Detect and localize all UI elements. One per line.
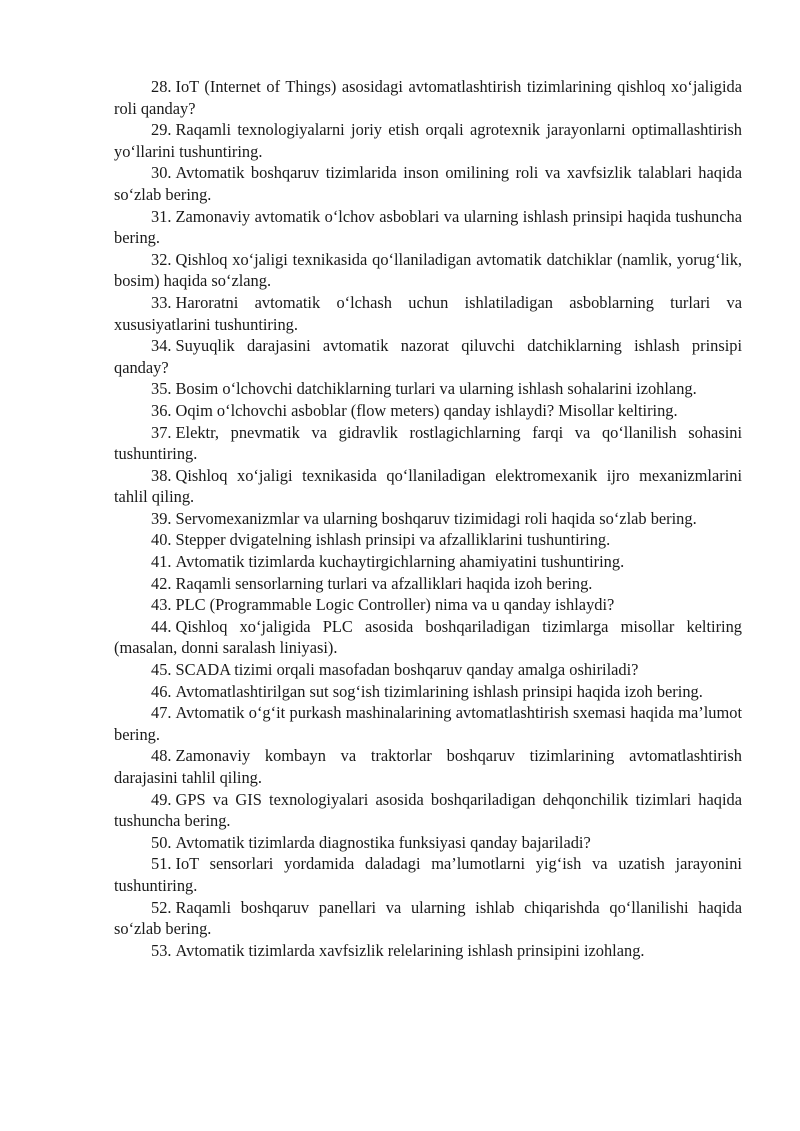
question-item [114, 616, 742, 659]
question-text: IoT (Internet of Things) asosidagi avtomatlashtirish tizimlarining qishloq xo‘jaligida roli qanday? [114, 77, 742, 118]
question-number: 46. [151, 681, 172, 701]
question-number: 45. [151, 660, 172, 680]
question-item [114, 702, 742, 745]
question-text: Servomexanizmlar va ularning boshqaruv tizimidagi roli haqida so‘zlab bering. [175, 508, 697, 528]
question-text: Avtomatik tizimlarda kuchaytirgichlarning ahamiyatini tushuntiring. [175, 552, 625, 572]
question-number: 44. [151, 616, 172, 636]
question-number: 28. [151, 77, 172, 96]
question-number: 50. [151, 832, 172, 852]
question-item [114, 292, 742, 335]
question-item [114, 789, 742, 832]
question-number: 39. [151, 508, 172, 528]
question-item [114, 529, 742, 551]
question-item [114, 681, 742, 703]
question-number: 35. [151, 379, 172, 399]
question-number: 33. [151, 292, 172, 312]
question-number: 36. [151, 400, 172, 420]
question-item [114, 422, 742, 465]
question-text: Avtomatik tizimlarda xavfsizlik relelarining ishlash prinsipini izohlang. [175, 940, 645, 960]
question-number: 48. [151, 746, 172, 766]
question-text: Bosim o‘lchovchi datchiklarning turlari va ularning ishlash sohalarini izohlang. [175, 379, 697, 399]
question-text: Qishloq xo‘jaligi texnikasida qo‘llaniladigan elektromexanik ijro mexanizmlarini tahlil qiling. [114, 465, 742, 507]
question-text: Suyuqlik darajasini avtomatik nazorat qiluvchi datchiklarning ishlash prinsipi qanday? [114, 336, 742, 377]
question-item [114, 853, 742, 896]
question-number: 43. [151, 595, 172, 615]
question-number: 31. [151, 206, 172, 226]
question-item [114, 745, 742, 788]
question-text: Qishloq xo‘jaligi texnikasida qo‘llaniladigan avtomatik datchiklar (namlik, yorug‘lik, bosim) haqida so‘zlang. [114, 249, 742, 291]
question-number: 47. [151, 703, 172, 723]
question-text: Avtomatik o‘g‘it purkash mashinalarining avtomatlashtirish sxemasi haqida ma’lumot bering. [114, 703, 742, 744]
question-number: 38. [151, 465, 172, 485]
question-text: Qishloq xo‘jaligida PLC asosida boshqariladigan tizimlarga misollar keltiring (masalan, donni saralash liniyasi). [114, 616, 742, 658]
question-text: Avtomatik tizimlarda diagnostika funksiyasi qanday bajariladi? [175, 832, 591, 852]
question-item [114, 76, 742, 119]
question-number: 53. [151, 940, 172, 960]
question-item [114, 378, 742, 400]
question-number: 42. [151, 573, 172, 593]
question-text: GPS va GIS texnologiyalari asosida boshqariladigan dehqonchilik tizimlari haqida tushuncha bering. [114, 789, 742, 831]
question-text: SCADA tizimi orqali masofadan boshqaruv qanday amalga oshiriladi? [175, 660, 639, 680]
question-item [114, 465, 742, 508]
question-item [114, 249, 742, 292]
question-number: 32. [151, 249, 172, 269]
question-item [114, 335, 742, 378]
question-text: Haroratni avtomatik o‘lchash uchun ishlatiladigan asboblarning turlari va xususiyatlarini tushuntiring. [114, 292, 742, 334]
question-text: Raqamli boshqaruv panellari va ularning ishlab chiqarishda qo‘llanilishi haqida so‘zlab bering. [114, 897, 742, 939]
question-item [114, 940, 742, 962]
question-text: PLC (Programmable Logic Controller) nima va u qanday ishlaydi? [175, 595, 615, 615]
question-item [114, 508, 742, 530]
question-text: Zamonaviy kombayn va traktorlar boshqaruv tizimlarining avtomatlashtirish darajasini tahlil qiling. [114, 746, 742, 787]
question-list [114, 76, 742, 961]
question-number: 34. [151, 336, 172, 356]
question-item [114, 832, 742, 854]
question-number: 49. [151, 789, 172, 809]
question-item [114, 897, 742, 940]
question-number: 52. [151, 897, 172, 917]
question-text: Oqim o‘lchovchi asboblar (flow meters) qanday ishlaydi? Misollar keltiring. [175, 400, 678, 420]
question-text: Avtomatik boshqaruv tizimlarida inson omilining roli va xavfsizlik talablari haqida so‘zlab bering. [114, 163, 742, 204]
question-text: Raqamli texnologiyalarni joriy etish orqali agrotexnik jarayonlarni optimallashtirish yo‘llarini tushuntiring. [114, 120, 742, 161]
question-item [114, 206, 742, 249]
question-number: 37. [151, 422, 172, 442]
question-text: Zamonaviy avtomatik o‘lchov asboblari va ularning ishlash prinsipi haqida tushuncha bering. [114, 206, 742, 248]
question-item [114, 400, 742, 422]
question-number: 51. [151, 854, 172, 874]
question-item [114, 659, 742, 681]
question-text: Avtomatlashtirilgan sut sog‘ish tizimlarining ishlash prinsipi haqida izoh bering. [175, 681, 703, 701]
question-number: 30. [151, 163, 172, 183]
question-number: 41. [151, 552, 172, 572]
question-number: 29. [151, 120, 172, 140]
question-number: 40. [151, 530, 172, 550]
question-text: Raqamli sensorlarning turlari va afzalliklari haqida izoh bering. [175, 573, 593, 593]
question-item [114, 162, 742, 205]
question-item [114, 119, 742, 162]
question-text: IoT sensorlari yordamida daladagi ma’lumotlarni yig‘ish va uzatish jarayonini tushuntiring. [114, 854, 742, 895]
question-item [114, 551, 742, 573]
question-text: Elektr, pnevmatik va gidravlik rostlagichlarning farqi va qo‘llanilish sohasini tushuntiring. [114, 422, 742, 464]
question-text: Stepper dvigatelning ishlash prinsipi va afzalliklarini tushuntiring. [175, 530, 611, 550]
question-item [114, 573, 742, 595]
question-item [114, 594, 742, 616]
